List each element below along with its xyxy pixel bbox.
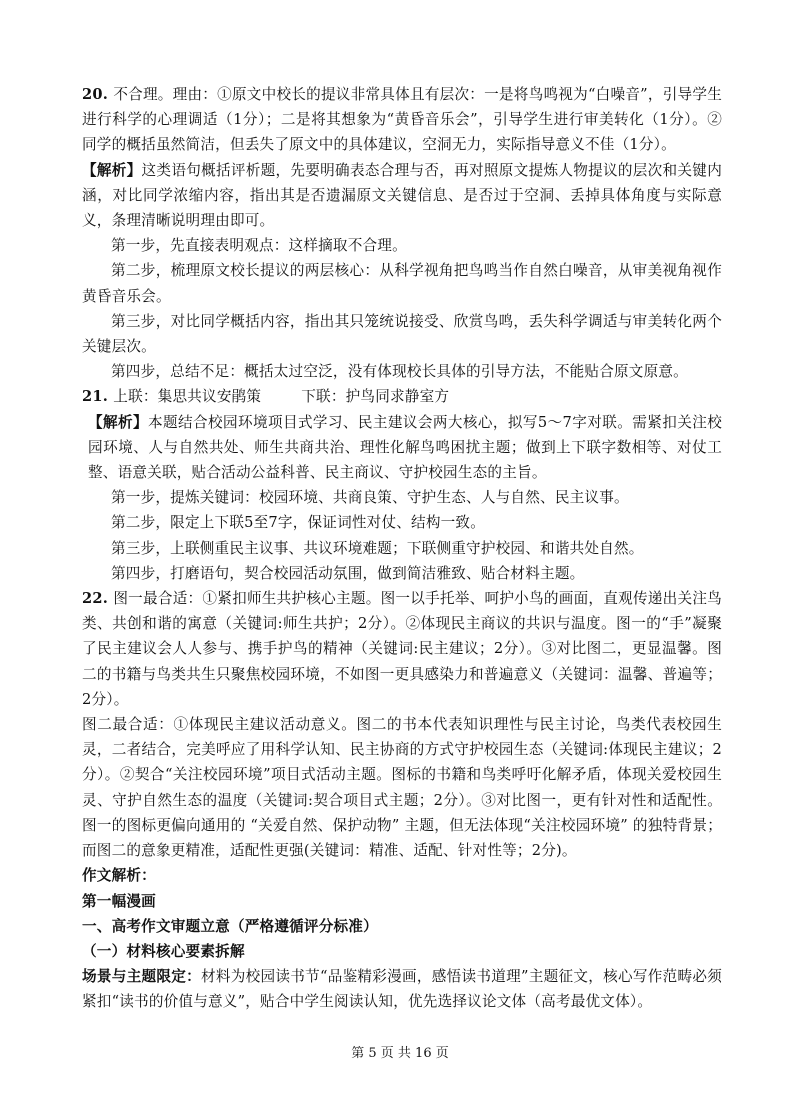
q20-answer — [82, 82, 722, 158]
essay-scene — [82, 964, 722, 1014]
q21-answer — [82, 384, 722, 409]
q21-step-3: 第三步，上联侧重民主议事、共议环境难题；下联侧重守护校园、和谐共处自然。 — [111, 539, 644, 557]
essay-scene-label: 场景与主题限定： — [82, 968, 201, 986]
q22-answer-image1 — [82, 586, 722, 712]
q20-analysis-text: 这类语句概括评析题，先要明确表态合理与否，再对照原文提炼人物提议的层次和关键内涵，对比同学浓缩内容，指出其是否遗漏原文关键信息、是否过于空洞、丢掉具体角度与实际意义，条理清晰说明理由即可。 — [82, 161, 722, 230]
q21-analysis — [82, 410, 722, 486]
page-footer: 第 5 页 共 16 页 — [351, 1046, 449, 1061]
q22-answer-image2: 图二最合适：①体现民主建议活动意义。图二的书本代表知识理性与民主讨论，鸟类代表校园生灵，二者结合，完美呼应了用科学认知、民主协商的方式守护校园生态（关键词:体现民主建议；2分）。②契合“关注校园环境”项目式活动主题。图标的书籍和鸟类呼吁化解矛盾，体现关爱校园生灵、守护自然生态的温度（关键词:契合项目式主题；2分）。③对比图一，更有针对性和适配性。图一的图标更偏向通用的 “关爱自然、保护动物” 主题，但无法体现“关注校园环境” 的独特背景；而图二的意象更精准，适配性更强(关键词：精准、适配、针对性等；2分)。 — [82, 716, 722, 860]
q20-step-1: 第一步，先直接表明观点：这样摘取不合理。 — [111, 237, 407, 255]
q21-upper-couplet: 上联：集思共议安鹃策 — [113, 388, 262, 406]
essay-subsection-title: （一）材料核心要素拆解 — [82, 942, 245, 960]
document-page — [82, 82, 722, 1015]
q21-step-2: 第二步，限定上下联5至7字，保证词性对仗、结构一致。 — [111, 514, 486, 532]
q20-analysis — [82, 158, 722, 234]
q21-step-1: 第一步，提炼关键词：校园环境、共商良策、守护生态、人与自然、民主议事。 — [111, 489, 629, 507]
q20-step-4: 第四步，总结不足：概括太过空泛，没有体现校长具体的引导方法，不能贴合原文原意。 — [111, 363, 688, 381]
q21-step-4: 第四步，打磨语句，契合校园活动氛围，做到简洁雅致、贴合材料主题。 — [111, 564, 585, 582]
q21-lower-couplet: 下联：护鸟同求静室方 — [301, 388, 450, 406]
q20-number: 20. — [82, 86, 114, 103]
q22-image1-text: 图一最合适：①紧扣师生共护核心主题。图一以手托举、呵护小鸟的画面，直观传递出关注鸟类、共创和谐的寓意（关键词:师生共护；2分）。②体现民主商议的共识与温度。图一的“手”凝聚了民主建议会人人参与、携手护鸟的精神（关键词:民主建议；2分）。③对比图二，更显温馨。图二的书籍与鸟类共生只聚焦校园环境，不如图一更具感染力和普遍意义（关键词：温馨、普遍等；2分）。 — [82, 590, 722, 708]
essay-comic-title: 第一幅漫画 — [82, 892, 156, 910]
q22-number: 22. — [82, 590, 114, 608]
essay-heading: 作文解析： — [82, 867, 156, 885]
essay-section-title: 一、高考作文审题立意（严格遵循评分标准） — [82, 917, 378, 935]
q21-analysis-tag: 【解析】 — [88, 413, 148, 431]
q20-answer-text: 不合理。理由：①原文中校长的提议非常具体且有层次：一是将鸟鸣视为“白噪音”，引导学生进行科学的心理调适（1分）；二是将其想象为“黄昏音乐会”，引导学生进行审美转化（1分）。②同学的概括虽然简洁，但丢失了原文中的具体建议，空洞无力，实际指导意义不佳（1分）。 — [82, 86, 722, 154]
essay-scene-text: 材料为校园读书节“品鉴精彩漫画，感悟读书道理”主题征文，核心写作范畴必须紧扣“读书的价值与意义”，贴合中学生阅读认知，优先选择议论文体（高考最优文体）。 — [82, 968, 723, 1011]
q20-step-2: 第二步，梳理原文校长提议的两层核心：从科学视角把鸟鸣当作自然白噪音，从审美视角视作黄昏音乐会。 — [82, 262, 722, 305]
q20-step-3: 第三步，对比同学概括内容，指出其只笼统说接受、欣赏鸟鸣，丢失科学调适与审美转化两个关键层次。 — [82, 312, 722, 356]
q20-analysis-tag: 【解析】 — [82, 161, 142, 179]
q21-analysis-text: 本题结合校园环境项目式学习、民主建议会两大核心，拟写5～7字对联。需紧扣关注校园环境、人与自然共处、师生共商共治、理性化解鸟鸣困扰主题；做到上下联字数相等、对仗工整、语意关联，贴合活动公益科普、民主商议、守护校园生态的主旨。 — [88, 413, 722, 482]
q21-number: 21. — [82, 388, 114, 406]
